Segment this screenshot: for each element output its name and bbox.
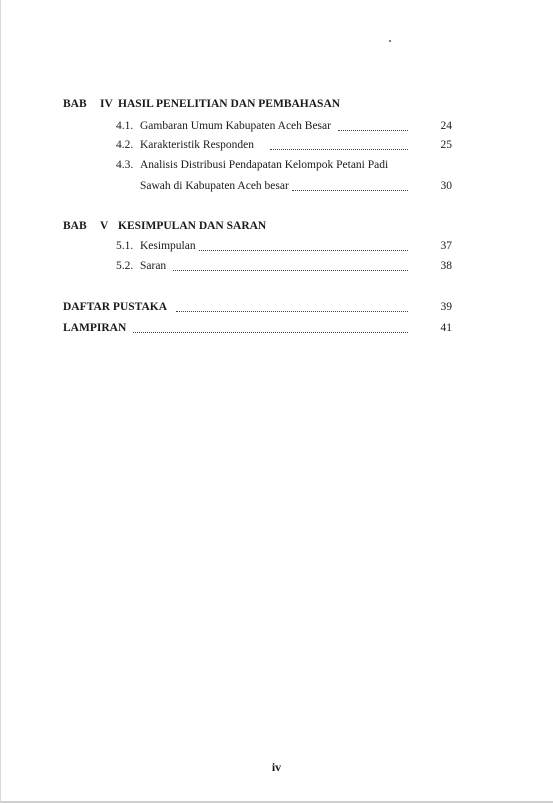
section-title-continued: Sawah di Kabupaten Aceh besar [140,180,289,192]
page-number: 39 [440,301,452,313]
chapter-v-number: V [100,220,109,232]
page-number: 24 [440,120,452,132]
chapter-iv-number: IV [100,98,113,110]
dot-leader [338,122,408,131]
section-number: 5.2. [116,260,134,272]
back-matter-title: DAFTAR PUSTAKA [63,301,168,313]
chapter-v-heading [63,218,463,234]
chapter-iv-title: HASIL PENELITIAN DAN PEMBAHASAN [118,98,341,110]
page-number: 38 [440,260,452,272]
toc-entry-4-2[interactable] [63,137,463,153]
dot-leader [176,303,408,312]
toc-entry-4-3[interactable] [63,157,463,173]
scan-speck [389,40,391,42]
page-number: 37 [440,240,452,252]
chapter-v-bab-label: BAB [63,220,87,232]
toc-entry-lampiran[interactable] [63,320,463,336]
toc-entry-4-3-continued[interactable] [63,178,463,194]
dot-leader [133,324,408,333]
section-title: Analisis Distribusi Pendapatan Kelompok Petani Padi [140,159,389,171]
dot-leader [270,141,408,150]
chapter-iv-bab-label: BAB [63,98,87,110]
toc-entry-4-1[interactable] [63,118,463,134]
footer-page-number: iv [271,760,282,774]
section-title: Saran [140,260,167,272]
section-number: 4.3. [116,159,134,171]
dot-leader [173,262,408,271]
page-number: 41 [440,322,452,334]
back-matter-title: LAMPIRAN [63,322,127,334]
section-title: Kesimpulan [140,240,196,252]
dot-leader [199,242,408,251]
section-number: 4.1. [116,120,134,132]
section-number: 4.2. [116,139,134,151]
toc-entry-daftar-pustaka[interactable] [63,299,463,315]
section-title: Gambaran Umum Kabupaten Aceh Besar [140,120,331,132]
chapter-v-title: KESIMPULAN DAN SARAN [118,220,267,232]
page-number: 30 [440,180,452,192]
section-number: 5.1. [116,240,134,252]
chapter-iv-heading [63,96,463,112]
section-title: Karakteristik Responden [140,139,255,151]
toc-entry-5-1[interactable] [63,238,463,254]
toc-entry-5-2[interactable] [63,258,463,274]
dot-leader [292,182,408,191]
page-number: 25 [440,139,452,151]
